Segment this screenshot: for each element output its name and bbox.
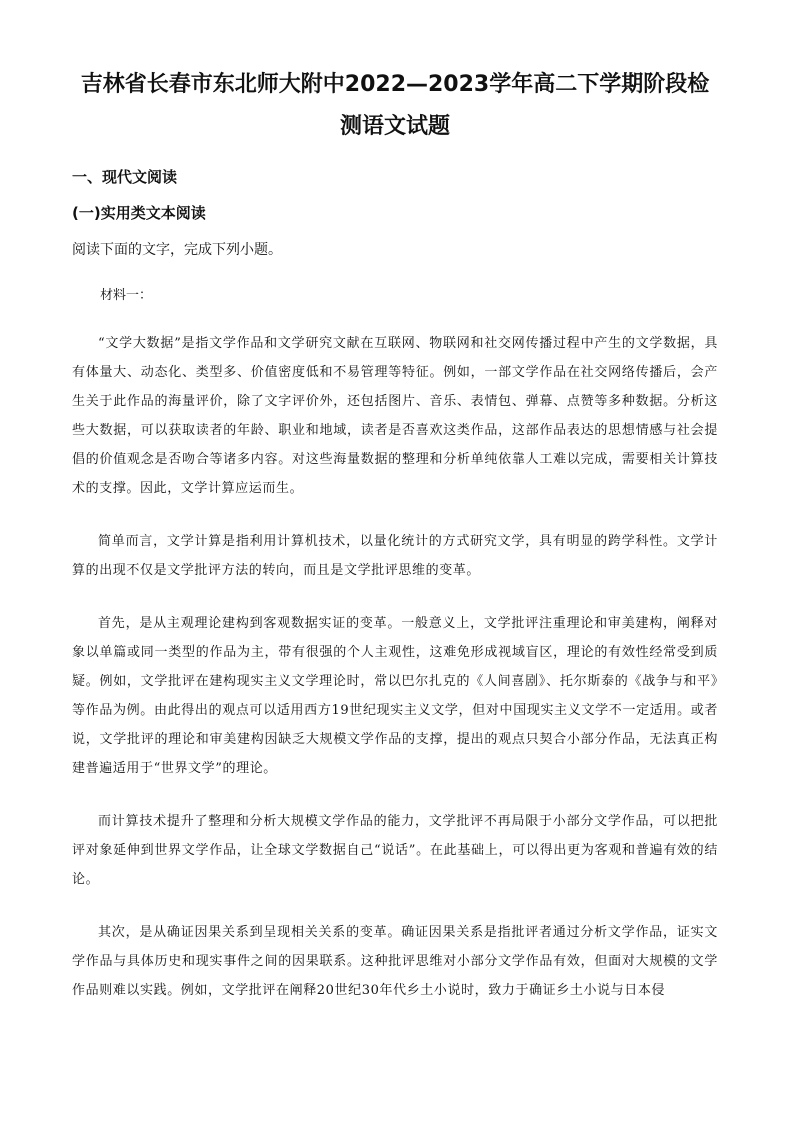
document-title: 吉林省长春市东北师大附中2022—2023学年高二下学期阶段检测语文试题 — [80, 72, 710, 139]
body-paragraph: 首先，是从主观理论建构到客观数据实证的变革。一般意义上，文学批评注重理论和审美建构，阐释对象以单篇或同一类型的作品为主，带有很强的个人主观性，这难免形成视域盲区，理论的有效性经常受到质疑。例如，文学批评在建构现实主义文学理论时，常以巴尔扎克的《人间喜剧》、托尔斯泰的《战争与和平》等作品为例。由此得出的观点可以适用西方19世纪现实主义文学，但对中国现实主义文学不一定适用。或者说，文学批评的理论和审美建构因缺乏大规模文学作品的支撑，提出的观点只契合小部分作品，无法真正构建普遍适用于“世界文学”的理论。 — [72, 616, 718, 776]
subsection-heading-practical-text: (一)实用类文本阅读 — [72, 204, 206, 222]
body-paragraph: “文学大数据”是指文学作品和文学研究文献在互联网、物联网和社交网传播过程中产生的文学数据，具有体量大、动态化、类型多、价值密度低和不易管理等特征。例如，一部文学作品在社交网络传播后，会产生关于此作品的海量评价，除了文字评价外，还包括图片、音乐、表情包、弹幕、点赞等多种数据。分析这些大数据，可以获取读者的年龄、职业和地域，读者是否喜欢这类作品，这部作品表达的思想情感与社会提倡的价值观念是否吻合等诸多内容。对这些海量数据的整理和分析单纯依靠人工难以完成，需要相关计算技术的支撑。因此，文学计算应运而生。 — [72, 336, 718, 496]
body-paragraph: 而计算技术提升了整理和分析大规模文学作品的能力，文学批评不再局限于小部分文学作品，可以把批评对象延伸到世界文学作品，让全球文学数据自己“说话”。在此基础上，可以得出更为客观和普遍有效的结论。 — [72, 814, 718, 887]
reading-instruction: 阅读下面的文字，完成下列小题。 — [72, 242, 282, 258]
body-paragraph: 简单而言，文学计算是指利用计算机技术，以量化统计的方式研究文学，具有明显的跨学科性。文学计算的出现不仅是文学批评方法的转向，而且是文学批评思维的变革。 — [72, 534, 718, 578]
material-label: 材料一： — [100, 288, 153, 303]
section-heading-modern-reading: 一、现代文阅读 — [72, 168, 178, 186]
body-paragraph: 其次，是从确证因果关系到呈现相关关系的变革。确证因果关系是指批评者通过分析文学作品，证实文学作品与具体历史和现实事件之间的因果联系。这种批评思维对小部分文学作品有效，但面对大规模的文学作品则难以实践。例如，文学批评在阐释20世纪30年代乡土小说时，致力于确证乡土小说与日本侵 — [72, 925, 718, 998]
